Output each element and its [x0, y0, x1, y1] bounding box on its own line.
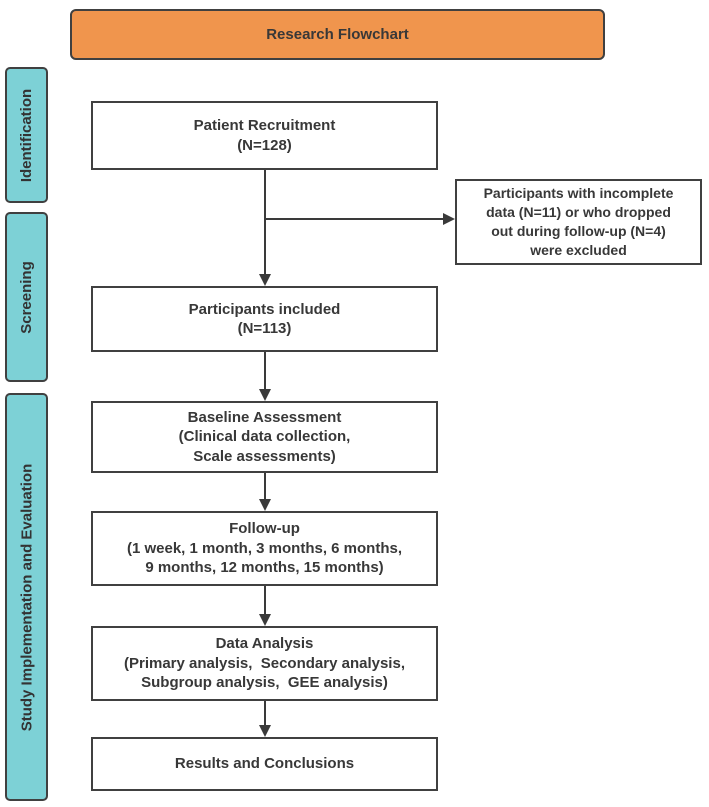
node-excluded [455, 179, 702, 265]
node-text-line: Participants included [188, 300, 341, 318]
node-text-line: Baseline Assessment [187, 408, 342, 426]
node-results-conclusions [91, 737, 438, 791]
phase-screening [5, 212, 48, 382]
node-text-line: 9 months, 12 months, 15 months) [145, 559, 384, 577]
phase-implementation [5, 393, 48, 801]
node-data-analysis [91, 626, 438, 701]
node-text-line: Participants with incomplete [483, 185, 674, 202]
node-text-line: out during follow-up (N=4) [491, 223, 666, 239]
node-text-line: (Clinical data collection, [178, 428, 351, 446]
arrow-branch-to-excluded [265, 213, 455, 225]
node-patient-recruitment [91, 101, 438, 170]
arrow-baseline-to-followup [259, 473, 271, 511]
arrow-recruitment-to-included [259, 170, 271, 286]
phase-identification [5, 67, 48, 203]
flowchart-title-banner [70, 9, 605, 60]
node-text-line: (N=128) [237, 136, 292, 154]
node-text-line: Results and Conclusions [174, 755, 355, 773]
arrow-followup-to-analysis [259, 586, 271, 626]
node-text-line: Subgroup analysis, GEE analysis) [141, 674, 388, 692]
node-text-line: (1 week, 1 month, 3 months, 6 months, [126, 539, 403, 557]
node-text-line: (N=113) [237, 320, 292, 337]
node-followup [91, 511, 438, 586]
phase-implementation-label: Study Implementation and Evaluation [18, 463, 36, 731]
node-text-line: data (N=11) or who dropped [486, 204, 671, 221]
node-text-line: Patient Recruitment [193, 117, 336, 134]
arrow-analysis-to-results [259, 701, 271, 737]
phase-screening-label: Screening [18, 260, 35, 334]
node-participants-included [91, 286, 438, 352]
node-text-line: were excluded [530, 241, 627, 258]
node-text-line: (Primary analysis, Secondary analysis, [124, 654, 405, 672]
flowchart-title: Research Flowchart [266, 26, 409, 43]
node-text-line: Data Analysis [215, 635, 314, 653]
arrow-included-to-baseline [259, 352, 271, 401]
phase-identification-label: Identification [18, 88, 35, 182]
node-baseline-assessment [91, 401, 438, 473]
node-text-line: Scale assessments) [193, 447, 336, 465]
node-text-line: Follow-up [229, 520, 300, 538]
